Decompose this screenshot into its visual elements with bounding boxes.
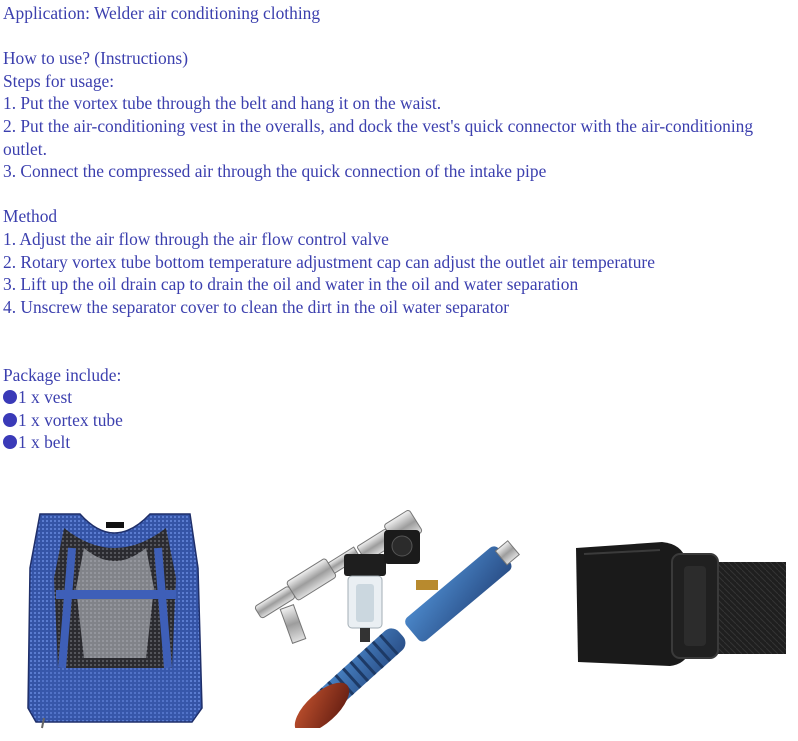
package-item: 1 x vortex tube: [3, 409, 795, 432]
method-step: 1. Adjust the air flow through the air flow control valve: [3, 228, 389, 249]
method-heading: Method: [3, 206, 58, 227]
method-step: 3. Lift up the oil drain cap to drain the oil and water in the oil and water separation: [3, 274, 579, 295]
method-step: 2. Rotary vortex tube bottom temperature adjustment cap can adjust the outlet air temperature: [3, 251, 655, 272]
usage-step: 3. Connect the compressed air through the quick connection of the intake pipe: [3, 161, 547, 182]
usage-step: 2. Put the air-conditioning vest in the overalls, and dock the vest's quick connector with the air-conditioning outlet.: [3, 115, 754, 159]
bullet-icon: [3, 435, 17, 449]
vortex-tube-photo: [246, 494, 536, 728]
application-line: Application: Welder air conditioning clothing: [3, 3, 321, 23]
usage-step: 1. Put the vortex tube through the belt and hang it on the waist.: [3, 93, 442, 114]
bullet-icon: [3, 390, 17, 404]
belt-photo: [574, 540, 786, 668]
description-text: [3, 2, 795, 454]
vest-photo: [22, 508, 208, 730]
steps-subheading: Steps for usage:: [3, 70, 115, 91]
package-item: 1 x vest: [3, 386, 795, 409]
how-to-use-heading: How to use? (Instructions): [3, 48, 188, 69]
package-heading: Package include:: [3, 364, 122, 385]
bullet-icon: [3, 413, 17, 427]
package-item: 1 x belt: [3, 431, 795, 454]
method-step: 4. Unscrew the separator cover to clean the dirt in the oil water separator: [3, 296, 510, 317]
